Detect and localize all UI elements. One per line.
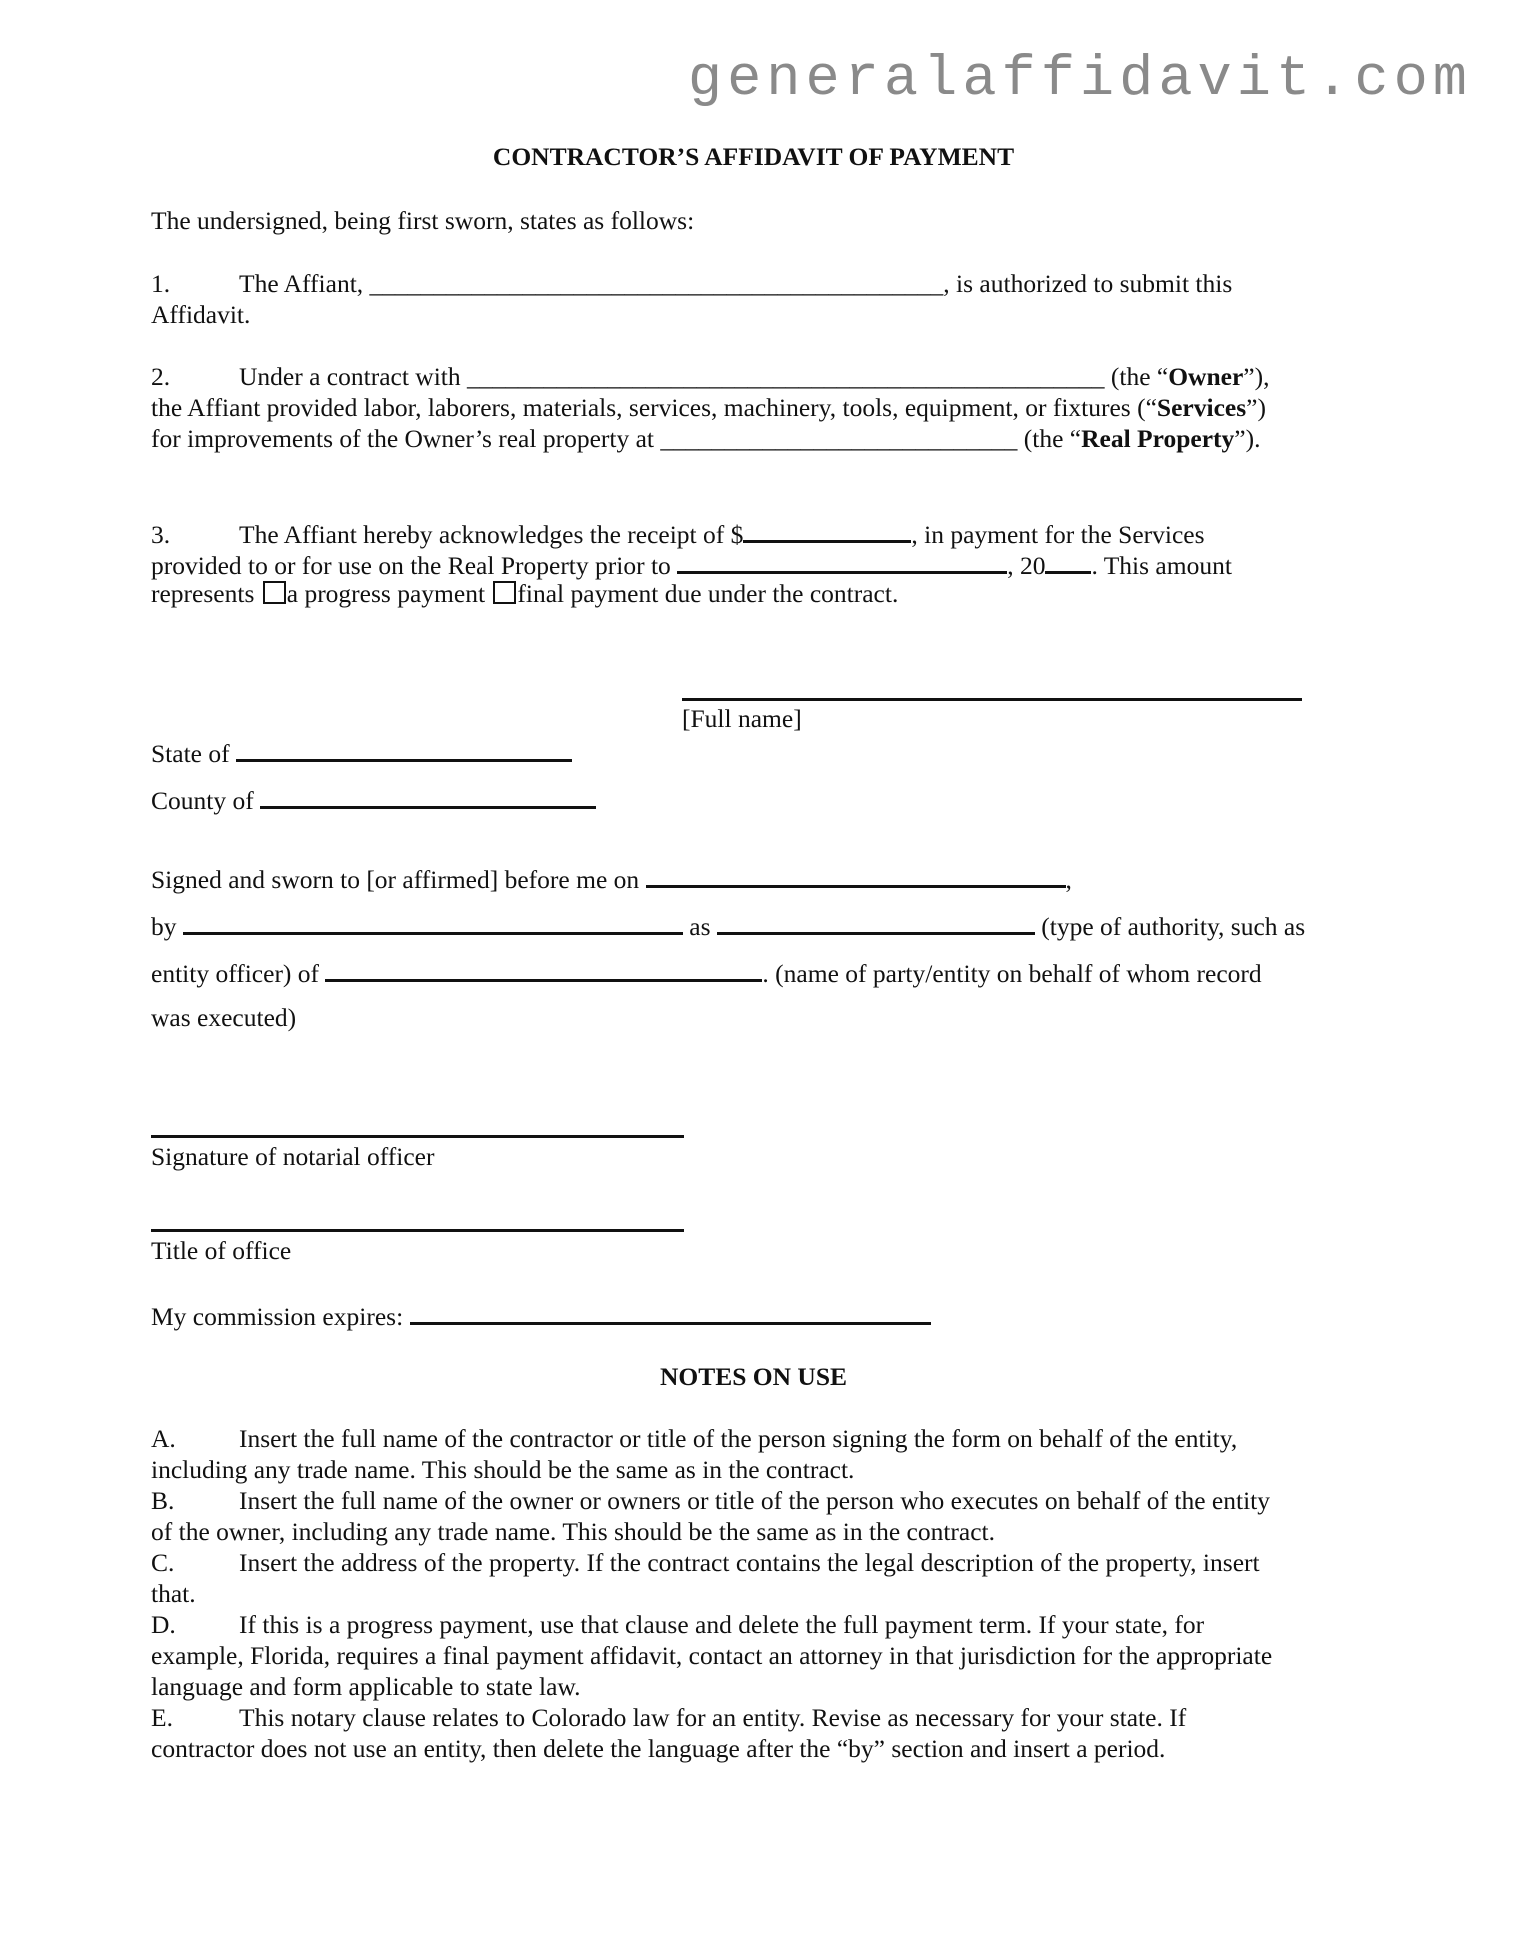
p3-text-d: , 20 bbox=[1007, 551, 1046, 580]
paragraph-3-line-3 bbox=[151, 578, 898, 609]
p2-text-g: (the “ bbox=[1017, 424, 1082, 453]
watermark: generalaffidavit.com bbox=[687, 48, 1472, 112]
paragraph-2-line-1 bbox=[151, 361, 1269, 392]
property-address-blank[interactable]: ____________________________ bbox=[660, 424, 1018, 453]
p3-text-c: provided to or for use on the Real Property prior to bbox=[151, 551, 678, 580]
p3-text-f: represents bbox=[151, 579, 261, 608]
note-c-line-2: that. bbox=[151, 1579, 196, 1608]
services-term: Services bbox=[1156, 393, 1247, 422]
state-blank[interactable] bbox=[236, 735, 572, 762]
owner-term: Owner bbox=[1168, 362, 1244, 391]
commission-expires-label: My commission expires: bbox=[151, 1302, 410, 1331]
note-e-letter: E. bbox=[151, 1703, 173, 1732]
note-d-line-1 bbox=[151, 1609, 1204, 1640]
note-e-line-1 bbox=[151, 1702, 1186, 1733]
progress-payment-label: a progress payment bbox=[286, 579, 492, 608]
note-c-line-1 bbox=[151, 1547, 1260, 1578]
p2-text-c: ”), bbox=[1243, 362, 1270, 391]
p2-number: 2. bbox=[151, 362, 171, 391]
real-property-term: Real Property bbox=[1081, 424, 1235, 453]
note-b-letter: B. bbox=[151, 1486, 175, 1515]
county-of-label: County of bbox=[151, 786, 261, 815]
paragraph-3-line-1 bbox=[151, 516, 1205, 550]
authority-type-blank[interactable] bbox=[717, 908, 1035, 935]
p3-number: 3. bbox=[151, 520, 171, 549]
note-a-text-1: Insert the full name of the contractor or title of the person signing the form on behalf of the entity, bbox=[239, 1424, 1238, 1453]
p1-text-a: The Affiant, bbox=[239, 269, 370, 298]
amount-blank[interactable] bbox=[743, 516, 911, 543]
date-blank[interactable] bbox=[677, 547, 1007, 574]
note-d-letter: D. bbox=[151, 1610, 176, 1639]
intro-text: The undersigned, being first sworn, states as follows: bbox=[151, 206, 695, 235]
final-payment-checkbox[interactable] bbox=[493, 581, 516, 604]
signed-sworn-row bbox=[151, 861, 1072, 895]
paragraph-2-line-3 bbox=[151, 423, 1260, 454]
note-b-line-2: of the owner, including any trade name. This should be the same as in the contract. bbox=[151, 1517, 996, 1546]
progress-payment-checkbox[interactable] bbox=[263, 581, 286, 604]
affiant-name-blank[interactable]: _____________________________________________ bbox=[369, 269, 944, 298]
title-of-office-line[interactable] bbox=[151, 1229, 684, 1232]
year-blank[interactable] bbox=[1045, 547, 1091, 574]
p3-text-b: , in payment for the Services bbox=[911, 520, 1205, 549]
final-payment-label: final payment due under the contract. bbox=[517, 579, 899, 608]
note-b-text-1: Insert the full name of the owner or owners or title of the person who executes on behalf of the entity bbox=[239, 1486, 1271, 1515]
paragraph-2-line-2 bbox=[151, 392, 1266, 423]
signature-notarial-officer-label: Signature of notarial officer bbox=[151, 1142, 435, 1171]
entity-officer-row bbox=[151, 955, 1262, 989]
state-of-row bbox=[151, 735, 572, 769]
p1-text-c: Affidavit. bbox=[151, 300, 251, 329]
affiant-signature-line[interactable] bbox=[682, 698, 1302, 701]
note-d-text-1: If this is a progress payment, use that clause and delete the full payment term. If your state, for bbox=[239, 1610, 1205, 1639]
p3-text-e: . This amount bbox=[1091, 551, 1232, 580]
document-title: CONTRACTOR’S AFFIDAVIT OF PAYMENT bbox=[492, 142, 1015, 171]
note-d-line-2: example, Florida, requires a final payment affidavit, contact an attorney in that jurisdiction for the appropriate bbox=[151, 1641, 1273, 1670]
p2-text-b: (the “ bbox=[1104, 362, 1169, 391]
state-of-label: State of bbox=[151, 739, 236, 768]
p3-text-a: The Affiant hereby acknowledges the receipt of $ bbox=[239, 520, 744, 549]
p2-text-d: the Affiant provided labor, laborers, materials, services, machinery, tools, equipment, or fixtures (“ bbox=[151, 393, 1157, 422]
title-of-office-label: Title of office bbox=[151, 1236, 292, 1265]
by-as-row bbox=[151, 908, 1305, 942]
paragraph-3-line-2 bbox=[151, 547, 1232, 581]
full-name-label: [Full name] bbox=[682, 704, 802, 733]
entity-officer-label: entity officer) of bbox=[151, 959, 326, 988]
signed-sworn-label: Signed and sworn to [or affirmed] before me on bbox=[151, 865, 646, 894]
p2-text-h: ”). bbox=[1234, 424, 1261, 453]
commission-expires-row bbox=[151, 1298, 931, 1332]
note-a-letter: A. bbox=[151, 1424, 176, 1453]
by-name-blank[interactable] bbox=[183, 908, 683, 935]
p2-text-e: ”) bbox=[1246, 393, 1266, 422]
county-of-row bbox=[151, 782, 596, 816]
p1-text-b: , is authorized to submit this bbox=[943, 269, 1233, 298]
note-c-text-1: Insert the address of the property. If the contract contains the legal description of the property, insert bbox=[239, 1548, 1260, 1577]
note-c-letter: C. bbox=[151, 1548, 175, 1577]
p2-text-f: for improvements of the Owner’s real property at bbox=[151, 424, 661, 453]
note-a-line-2: including any trade name. This should be the same as in the contract. bbox=[151, 1455, 855, 1484]
notes-heading: NOTES ON USE bbox=[659, 1362, 848, 1391]
p1-number: 1. bbox=[151, 269, 171, 298]
as-label: as bbox=[682, 912, 717, 941]
sworn-date-blank[interactable] bbox=[646, 861, 1066, 888]
note-a-line-1 bbox=[151, 1423, 1237, 1454]
note-e-text-1: This notary clause relates to Colorado law for an entity. Revise as necessary for your state. If bbox=[239, 1703, 1187, 1732]
notary-signature-line[interactable] bbox=[151, 1135, 684, 1138]
authority-type-label: (type of authority, such as bbox=[1034, 912, 1306, 941]
note-e-line-2: contractor does not use an entity, then delete the language after the “by” section and insert a period. bbox=[151, 1734, 1166, 1763]
note-d-line-3: language and form applicable to state law. bbox=[151, 1672, 581, 1701]
paragraph-1 bbox=[151, 268, 1232, 299]
commission-date-blank[interactable] bbox=[410, 1298, 931, 1325]
note-b-line-1 bbox=[151, 1485, 1270, 1516]
signed-sworn-comma: , bbox=[1065, 865, 1072, 894]
was-executed-label: was executed) bbox=[151, 1003, 297, 1032]
entity-name-blank[interactable] bbox=[325, 955, 762, 982]
owner-name-blank[interactable]: __________________________________________________ bbox=[467, 362, 1105, 391]
by-label: by bbox=[151, 912, 183, 941]
county-blank[interactable] bbox=[260, 782, 596, 809]
p2-text-a: Under a contract with bbox=[239, 362, 467, 391]
name-of-party-label: . (name of party/entity on behalf of whom record bbox=[762, 959, 1262, 988]
